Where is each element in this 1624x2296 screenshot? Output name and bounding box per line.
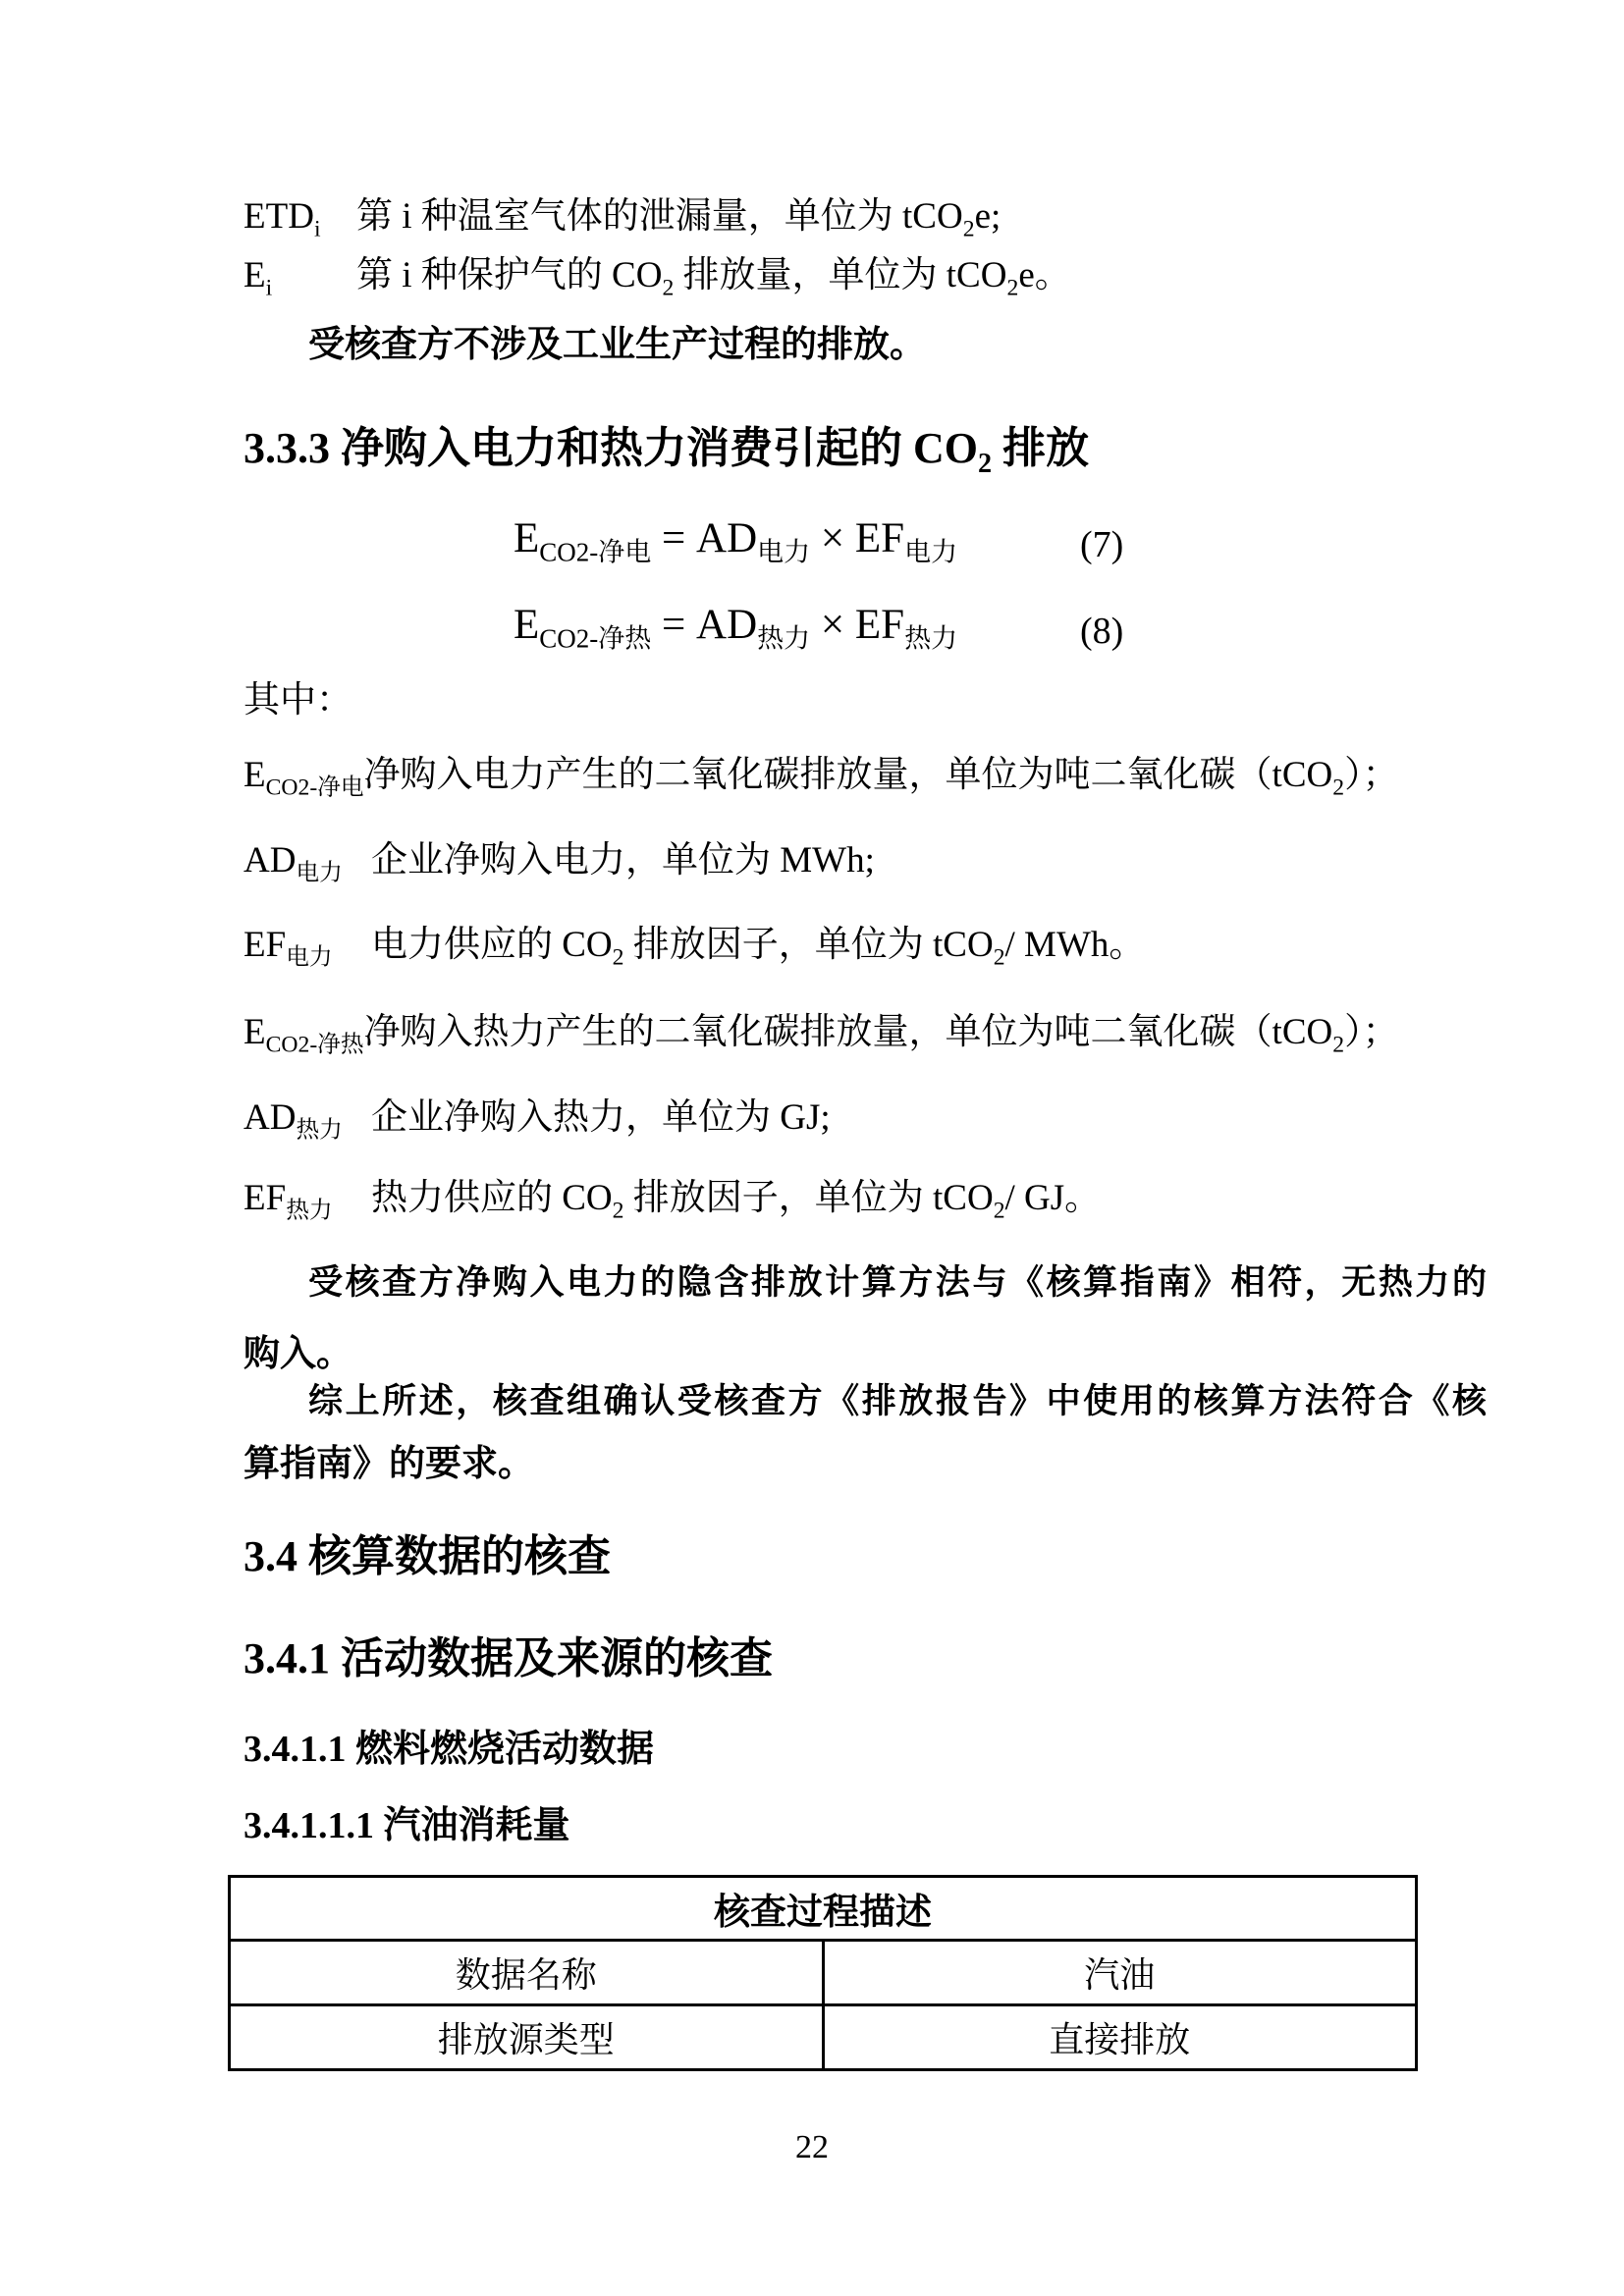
- term-symbol: $E_{CO2-净电}$: [244, 755, 364, 801]
- formula-line-7: [244, 511, 1422, 566]
- section-heading-3-4-1-1: 3.4.1.1 燃料燃烧活动数据: [244, 1729, 655, 1770]
- equation-number: (8): [1080, 611, 1124, 652]
- formula-expression: $E_{CO2-净热} = AD_{热力} \times EF_{热力}$: [514, 602, 958, 654]
- equation-number: (7): [1080, 524, 1124, 565]
- term-symbol: $ETD_i$: [244, 196, 321, 242]
- variable-definition-line: [244, 1173, 1422, 1224]
- term-symbol: $EF_{电力}$: [244, 925, 333, 971]
- term-symbol: $AD_{电力}$: [244, 840, 343, 886]
- formula-line-8: [244, 598, 1422, 653]
- table-row: [230, 2005, 1417, 2070]
- term-description: 企业净购入热力，单位为 GJ;: [371, 1097, 831, 1138]
- term-symbol: $E_{CO2-净热}$: [244, 1012, 364, 1058]
- paragraph-summary-line2: 算指南》的要求。: [244, 1444, 534, 1484]
- term-description: 电力供应的 $CO_2$ 排放因子，单位为 tCO$_2$/ MWh。: [371, 925, 1146, 971]
- row-label-cell: 数据名称: [230, 1941, 824, 2005]
- term-description: 企业净购入电力，单位为 MWh;: [371, 840, 875, 881]
- term-symbol: $EF_{热力}$: [244, 1178, 333, 1224]
- table-title: 核查过程描述: [230, 1877, 1417, 1941]
- verification-table: [228, 1875, 1418, 2071]
- symbol-definition-line: [244, 250, 1422, 301]
- symbol-definition-line: [244, 191, 1422, 242]
- variable-definition-line: [244, 1093, 1422, 1144]
- paragraph-power-line2: 购入。: [244, 1334, 352, 1374]
- variable-definition-line: [244, 920, 1422, 971]
- term-description: 第 i 种保护气的 $CO_2$ 排放量，单位为 tCO$_2$e。: [356, 255, 1071, 301]
- no-industrial-process-note: 受核查方不涉及工业生产过程的排放。: [308, 325, 926, 365]
- formula-expression: $E_{CO2-净电} = AD_{电力} \times EF_{电力}$: [514, 515, 958, 567]
- section-heading-3-4-1: 3.4.1 活动数据及来源的核查: [244, 1634, 773, 1682]
- section-heading-3-4: 3.4 核算数据的核查: [244, 1532, 611, 1580]
- term-description: 第 i 种温室气体的泄漏量，单位为 tCO$_2$e;: [356, 196, 1001, 242]
- table-row: [230, 1941, 1417, 2005]
- term-description: 净购入热力产生的二氧化碳排放量，单位为吨二氧化碳（tCO$_2$）；: [363, 1012, 1399, 1058]
- term-symbol: $AD_{热力}$: [244, 1097, 343, 1144]
- term-description: 热力供应的 $CO_2$ 排放因子，单位为 tCO$_2$/ GJ。: [371, 1178, 1102, 1224]
- row-value-cell: 汽油: [823, 1941, 1417, 2005]
- row-value-cell: 直接排放: [823, 2005, 1417, 2070]
- variable-definition-line: [244, 1007, 1422, 1058]
- variable-definition-line: [244, 750, 1422, 801]
- paragraph-summary-line1: 综上所述，核查组确认受核查方《排放报告》中使用的核算方法符合《核: [308, 1382, 1487, 1420]
- paragraph-power-line1: 受核查方净购入电力的隐含排放计算方法与《核算指南》相符，无热力的: [308, 1263, 1487, 1302]
- term-symbol: $E_i$: [244, 255, 273, 301]
- row-label-cell: 排放源类型: [230, 2005, 824, 2070]
- section-heading-3-4-1-1-1: 3.4.1.1.1 汽油消耗量: [244, 1805, 570, 1846]
- section-heading-3-3-3: 3.3.3 净购入电力和热力消费引起的 $CO_2$ 排放: [244, 424, 1090, 479]
- term-description: 净购入电力产生的二氧化碳排放量，单位为吨二氧化碳（tCO$_2$）；: [363, 755, 1399, 801]
- among-label: 其中：: [244, 680, 352, 721]
- page-number: 22: [795, 2129, 829, 2165]
- variable-definition-line: [244, 835, 1422, 886]
- table-title-row: [230, 1877, 1417, 1941]
